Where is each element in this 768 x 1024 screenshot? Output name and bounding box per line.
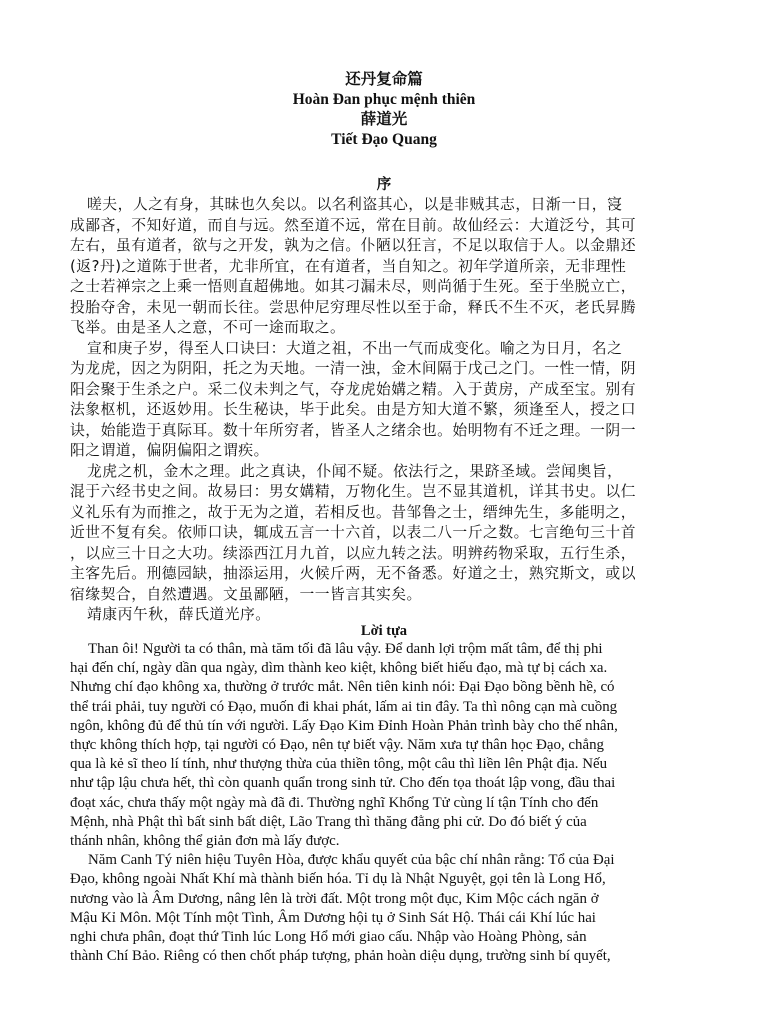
text-line: nương vào là Âm Dương, nâng lên là trời đất. Một trong một đục, Kim Mộc cách ngăn ở — [70, 890, 599, 907]
text-line: 近世不复有矣。依师口诀，辄成五言一十六首，以表二八一斤之数。七言绝句三十首 — [70, 524, 636, 541]
text-line: 龙虎之机，金木之理。此之真诀，仆闻不疑。依法行之，果跻圣域。尝闻奥旨， — [87, 462, 623, 480]
text-line: 成鄙吝，不知好道，而自与远。然至道不远，常在目前。故仙经云：大道泛兮，其可 — [70, 216, 636, 234]
text-line: ，以应三十日之大功。续添西江月九首，以应九转之法。明辨药物采取，五行生杀， — [70, 544, 636, 562]
text-line: 阳会聚于生杀之户。采二仪未判之气，夺龙虎始媾之精。入于黄房，产成至宝。别有 — [70, 380, 636, 398]
text-line: 飞举。由是圣人之意，不可一途而取之。 — [70, 319, 346, 336]
text-line: 宿缘契合，自然遭遇。文虽鄙陋，一一皆言其实矣。 — [70, 585, 422, 603]
text-line: 混于六经书史之间。故易曰：男女媾精，万物化生。岂不显其道机，详其书史。以仁 — [70, 483, 636, 500]
text-line: 宣和庚子岁，得至人口诀曰：大道之祖，不出一气而成变化。喻之为日月，名之 — [87, 339, 623, 357]
text-line: ngôn, không đủ để thủ tín với người. Lấy Đạo Kim Đỉnh Hoàn Phản trình bày cho thế nhân, — [70, 717, 618, 734]
text-line: 嗟夫，人之有身，其昧也久矣以。以名利盗其心，以是非贼其志，日渐一日，寖 — [87, 196, 623, 213]
text-line: như tập lậu chưa hết, thì còn quanh quẩn trong sinh tử. Cho đến tọa thoát lập vong, đầu thai — [70, 775, 616, 792]
text-line: thánh nhân, không thể giản đơn mà lấy được. — [70, 833, 340, 850]
text-line: 法象枢机，还返妙用。长生秘诀，毕于此矣。由是方知大道不繁，须逢至人，授之口 — [70, 401, 636, 418]
text-line: Than ôi! Người ta có thân, mà tăm tối đã lâu vậy. Để danh lợi trộm mất tâm, để thị phi — [88, 641, 603, 657]
text-line: Mậu Kỉ Môn. Một Tính một Tình, Âm Dương hội tụ ở Sinh Sát Hộ. Thái cái Khí lúc hai — [70, 909, 596, 926]
preface-body-vietnamese — [70, 640, 700, 966]
text-line: Đạo, không ngoài Nhất Khí mà thành biến hóa. Tỉ dụ là Nhật Nguyệt, gọi tên là Long Hổ, — [70, 871, 606, 888]
text-line: Năm Canh Tý niên hiệu Tuyên Hòa, được khẩu quyết của bậc chí nhân rằng: Tổ của Đại — [88, 852, 615, 869]
text-line: 靖康丙午秋，薛氏道光序。 — [87, 606, 271, 623]
text-line: (返?丹)之道陈于世者，尤非所宜，在有道者，当自知之。初年学道所亲，无非理性 — [70, 257, 627, 275]
text-line: 主客先后。刑德园缺，抽添运用，火候斤两，无不备悉。好道之士，熟究斯文，或以 — [70, 565, 636, 582]
author-chinese: 薛道光 — [360, 111, 408, 128]
preface-heading-chinese: 序 — [376, 177, 392, 193]
text-line: Mệnh, nhà Phật thì bất sinh bất diệt, Lão Trang thì thăng đằng phi cử. Do đó biết ý của — [70, 813, 587, 830]
text-line: 诀，始能造于真际耳。数十年所穷者，皆圣人之绪余也。始明物有不迁之理。一阴一 — [70, 421, 636, 439]
text-line: thực không thích hợp, tại người có Đạo, nên tự biết vậy. Năm xưa tự thân học Đạo, chẳng — [70, 737, 604, 754]
text-line: thành Chí Bảo. Riêng có then chốt pháp tượng, phản hoàn diệu dụng, trường sinh bí quyết, — [70, 948, 611, 965]
text-line: 左右，虽有道者，欲与之开发，孰为之信。仆陋以狂言，不足以取信于人。以金鼎还 — [70, 237, 636, 254]
text-line: 义礼乐有为而推之，故于无为之道，若相反也。昔邹鲁之士，缙绅先生，多能明之， — [70, 503, 636, 521]
title-block — [0, 70, 768, 150]
text-line: thể trái phải, tuy người có Đạo, muốn đi khai phát, lấm ai tin đây. Ta thì nông cạn mà cuồng — [70, 698, 618, 715]
text-line: 之士若禅宗之上乘一悟则直超佛地。如其刁漏未尽，则尚循于生死。至于坐脱立亡， — [70, 278, 636, 295]
preface-body-chinese — [70, 195, 700, 626]
author-vietnamese: Tiết Đạo Quang — [331, 131, 437, 148]
text-line: qua là kẻ sĩ theo lí tính, như thượng thừa của thiền tông, một câu thì liền lên Phật địa. Nếu — [70, 756, 608, 773]
title-chinese: 还丹复命篇 — [345, 71, 423, 88]
text-line: đoạt xác, chưa thấy một ngày mà đã đi. Thường nghĩ Khổng Tử cùng lí tận Tính cho đến — [70, 794, 599, 811]
title-vietnamese: Hoàn Đan phục mệnh thiên — [292, 91, 476, 108]
text-line: nghi chưa phân, đoạt thứ Tinh lúc Long Hổ mới giao cấu. Nhập vào Hoàng Phòng, sản — [70, 929, 587, 946]
text-line: 阳之谓道，偏阴偏阳之谓疾。 — [70, 442, 269, 459]
text-line: hại đến chí, ngày dần qua ngày, dìm thành keo kiệt, không biết hiếu đạo, mà tự bị cách xa. — [70, 660, 608, 677]
text-line: 为龙虎，因之为阴阳，托之为天地。一清一浊，金木间隔于戊己之门。一性一情，阴 — [70, 360, 636, 377]
preface-heading-vietnamese: Lời tựa — [360, 623, 408, 639]
text-line: 投胎夺舍，未见一朝而长往。尝思仲尼穷理尽性以至于命，释氏不生不灭，老氏昇腾 — [70, 298, 636, 316]
text-line: Nhưng chí đạo không xa, thường ở trước mắt. Nên tiên kinh nói: Đại Đạo bồng bềnh hề, có — [70, 679, 615, 696]
